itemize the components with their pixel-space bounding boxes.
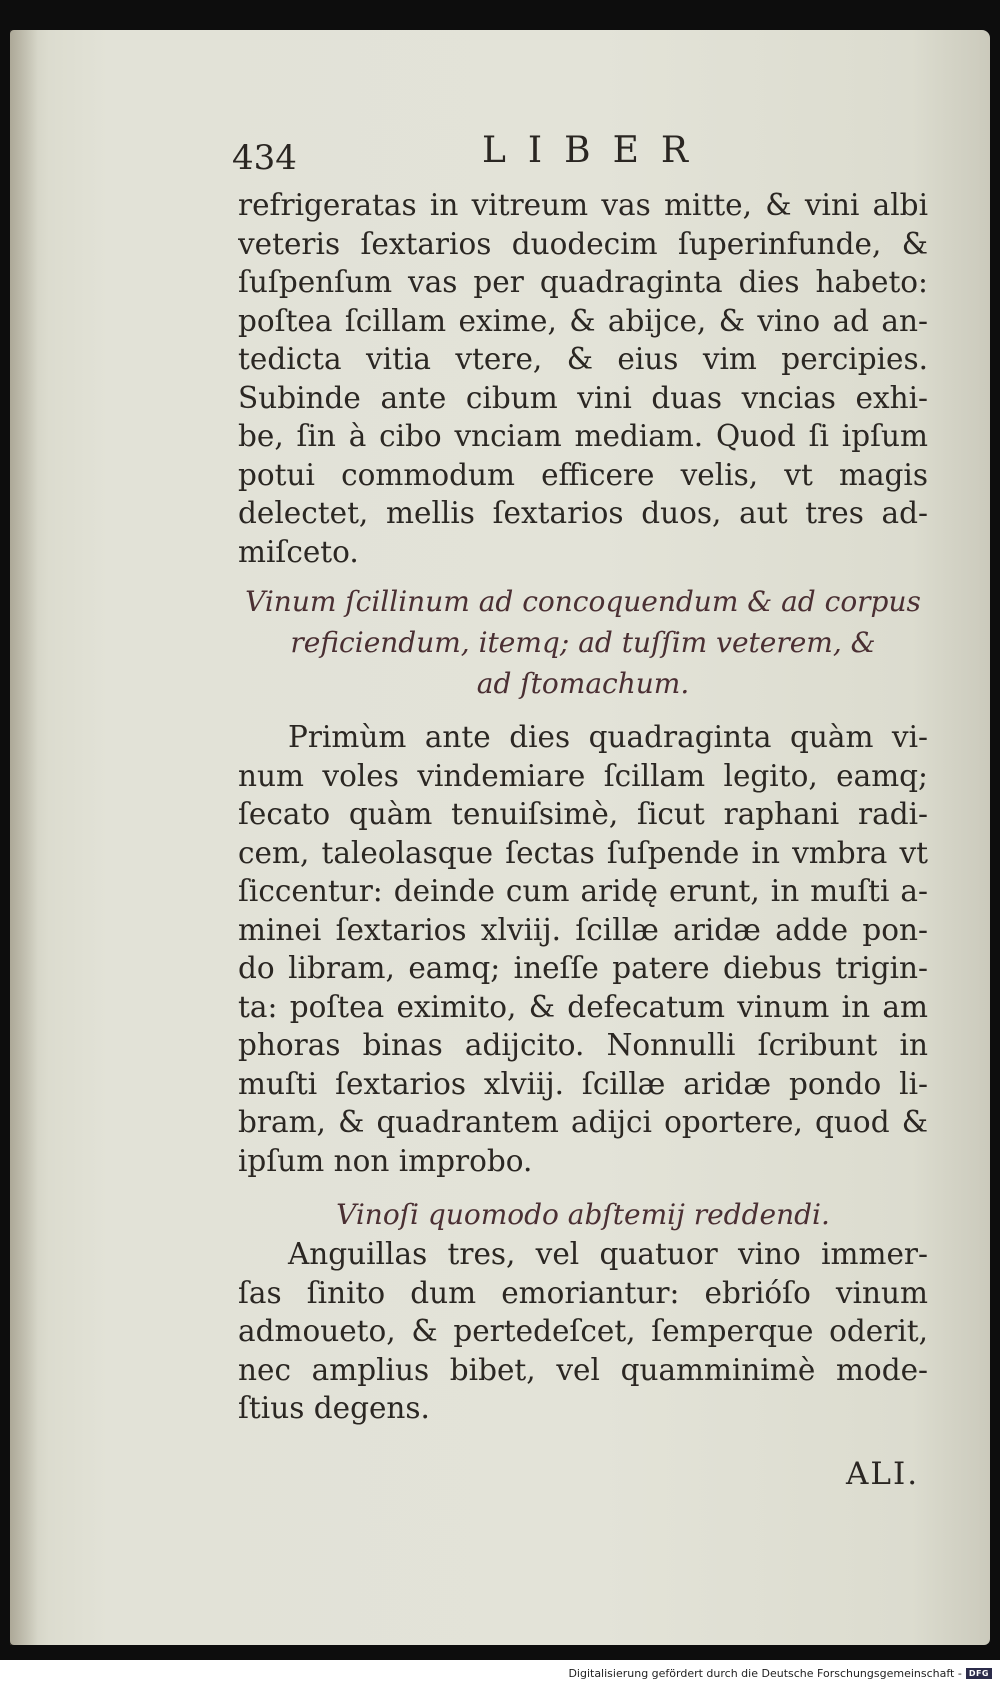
text-line: ta: poſtea eximito, & defecatum vinum in am [238,989,928,1024]
page-body [238,186,928,1428]
text-line: admoueto, & pertedeſcet, ſemperque oderit, [238,1314,928,1348]
heading-line: ad ſtomachum. [476,667,690,700]
text-line: do libram, eamq; ineſſe patere diebus trigin- [238,951,928,985]
page-number: 434 [232,138,297,178]
paragraph-3 [238,1235,928,1428]
text-line: Subinde ante cibum vini duas vncias exhi- [238,380,928,415]
text-line: phoras binas adijcito. Nonnulli ſcribunt in [238,1028,928,1062]
heading-line: Vinoſi quomodo abſtemij reddendi. [336,1198,830,1231]
page-header [232,130,952,180]
text-line: miſceto. [238,534,359,569]
text-line: bram, & quadrantem adijci oportere, quod & [238,1105,928,1139]
text-line: refrigeratas in vitreum vas mitte, & vini albi [238,188,928,222]
text-line: ſas ſinito dum emoriantur: ebrióſo vinum [238,1275,928,1310]
text-line: potui commodum efficere velis, vt magis [238,457,928,492]
section-heading-2 [238,1194,928,1235]
heading-line: reficiendum, itemq; ad tuſſim veterem, & [290,626,876,659]
text-line: ſecato quàm tenuiſsimè, ſicut raphani radi- [238,797,928,831]
text-line: be, ſin à cibo vnciam mediam. Quod ſi ipſum [238,419,928,453]
heading-line: Vinum ſcillinum ad concoquendum & ad corpus [245,585,921,618]
text-line: muſti ſextarios xlviij. ſcillæ aridæ pondo li- [238,1066,928,1101]
dfg-logo: DFG [966,1668,992,1679]
text-line: poſtea ſcillam exime, & abijce, & vino ad an- [238,303,928,338]
catchword: ALI. [846,1456,920,1492]
text-line: Primùm ante dies quadraginta quàm vi- [288,720,928,754]
text-line: ipſum non improbo. [238,1143,533,1178]
footer-credit: Digitalisierung gefördert durch die Deutsche Forschungsgemeinschaft - [568,1667,962,1680]
text-line: minei ſextarios xlviij. ſcillæ aridæ adde pon- [238,912,928,947]
running-head: LIBER [482,130,710,171]
text-line: ſtius degens. [238,1391,430,1425]
paragraph-2 [238,718,928,1180]
text-line: tedicta vitia vtere, & eius vim percipies. [238,342,928,376]
page-spine-shadow [10,30,38,1645]
text-line: veteris ſextarios duodecim ſuperinfunde, & [238,226,928,261]
section-heading-1 [238,581,928,704]
digitization-footer [568,1667,992,1680]
paragraph-1 [238,186,928,571]
text-line: nec amplius bibet, vel quamminimè mode- [238,1352,928,1387]
text-line: num voles vindemiare ſcillam legito, eamq; [238,758,928,793]
text-line: delectet, mellis ſextarios duos, aut tres ad- [238,496,928,530]
text-line: ſuſpenſum vas per quadraginta dies habeto: [238,265,928,299]
text-line: Anguillas tres, vel quatuor vino immer- [288,1237,928,1271]
text-line: cem, taleolasque ſectas ſuſpende in vmbra vt [238,835,928,870]
text-line: ſiccentur: deinde cum aridę erunt, in muſti a- [238,874,928,908]
